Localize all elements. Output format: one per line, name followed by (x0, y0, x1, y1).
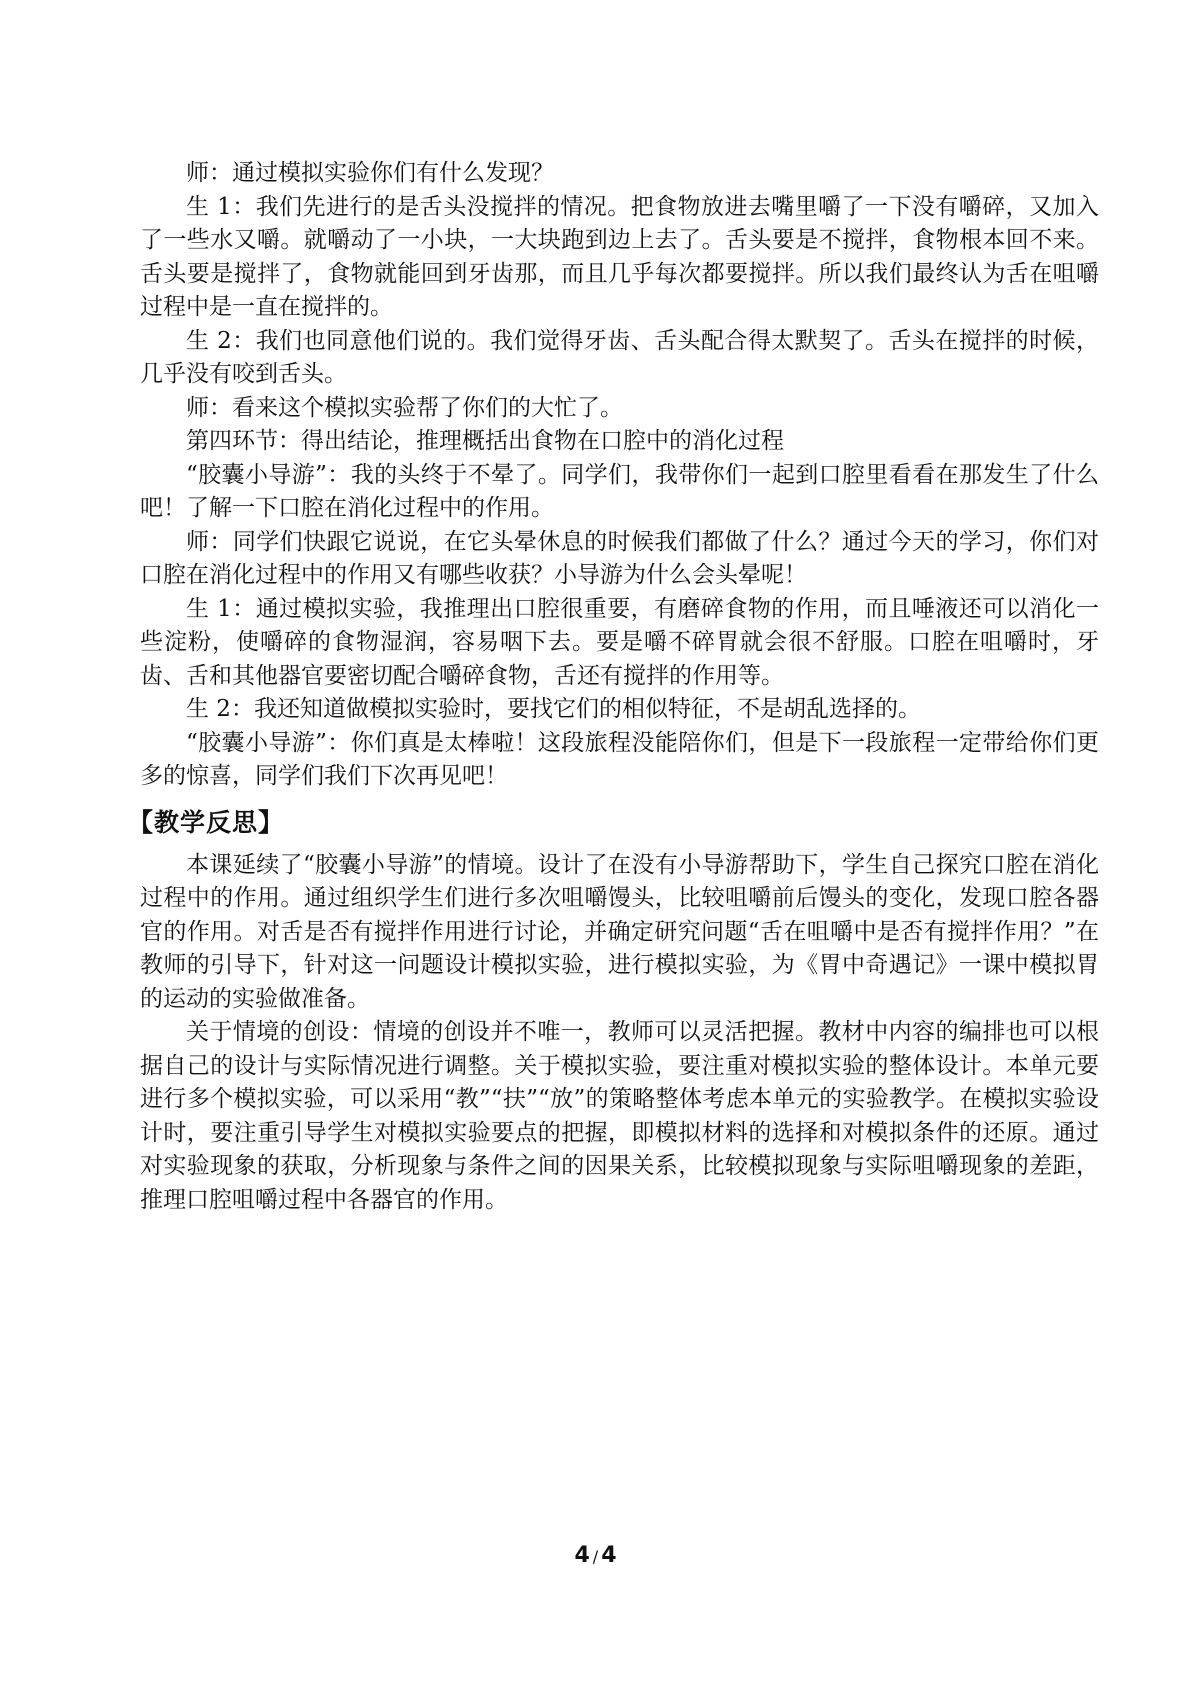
dialogue-student-1-summary: 生 1：通过模拟实验，我推理出口腔很重要，有磨碎食物的作用，而且唾液还可以消化一些淀粉，使嚼碎的食物湿润，容易咽下去。要是嚼不碎胃就会很不舒服。口腔在咀嚼时，牙齿、舌和其他器官要密切配合嚼碎食物，舌还有搅拌的作用等。 (140, 595, 1099, 689)
stage-four-heading: 第四环节：得出结论，推理概括出食物在口腔中的消化过程 (186, 428, 784, 454)
dialogue-teacher-prompt: 师：同学们快跟它说说，在它头晕休息的时候我们都做了什么？通过今天的学习，你们对口腔在消化过程中的作用又有哪些收获？小导游为什么会头晕呢！ (140, 528, 1099, 588)
page-number (0, 1541, 1191, 1572)
current-page-number: 4 (574, 1543, 590, 1568)
reflection-paragraph: 本课延续了“胶囊小导游”的情境。设计了在没有小导游帮助下，学生自己探究口腔在消化过程中的作用。通过组织学生们进行多次咀嚼馒头，比较咀嚼前后馒头的变化，发现口腔各器官的作用。对舌是否有搅拌作用进行讨论，并确定研究问题“舌在咀嚼中是否有搅拌作用？”在教师的引导下，针对这一问题设计模拟实验，进行模拟实验，为《胃中奇遇记》一课中模拟胃的运动的实验做准备。 (140, 851, 1099, 1012)
dialogue-student-2-answer: 生 2：我们也同意他们说的。我们觉得牙齿、舌头配合得太默契了。舌头在搅拌的时候，几乎没有咬到舌头。 (140, 327, 1099, 387)
reflection-section-title: 【教学反思】 (128, 807, 285, 837)
page-content (128, 157, 1099, 1217)
page-separator: / (592, 1547, 599, 1566)
dialogue-capsule-guide-farewell: “胶囊小导游”：你们真是太棒啦！这段旅程没能陪你们，但是下一段旅程一定带给你们更多的惊喜，同学们我们下次再见吧！ (140, 729, 1099, 789)
total-page-number: 4 (601, 1543, 617, 1568)
dialogue-student-2-summary: 生 2：我还知道做模拟实验时，要找它们的相似特征，不是胡乱选择的。 (186, 696, 921, 722)
dialogue-teacher-comment: 师：看来这个模拟实验帮了你们的大忙了。 (186, 394, 623, 421)
dialogue-teacher-question: 师：通过模拟实验你们有什么发现？ (186, 160, 554, 186)
dialogue-student-1-answer: 生 1：我们先进行的是舌头没搅拌的情况。把食物放进去嘴里嚼了一下没有嚼碎，又加入了一些水又嚼。就嚼动了一小块，一大块跑到边上去了。舌头要是不搅拌，食物根本回不来。舌头要是搅拌了，食物就能回到牙齿那，而且几乎每次都要搅拌。所以我们最终认为舌在咀嚼过程中是一直在搅拌的。 (140, 193, 1099, 320)
reflection-paragraph: 关于情境的创设：情境的创设并不唯一，教师可以灵活把握。教材中内容的编排也可以根据自己的设计与实际情况进行调整。关于模拟实验，要注重对模拟实验的整体设计。本单元要进行多个模拟实验，可以采用“教”“扶”“放”的策略整体考虑本单元的实验教学。在模拟实验设计时，要注重引导学生对模拟实验要点的把握，即模拟材料的选择和对模拟条件的还原。通过对实验现象的获取，分析现象与条件之间的因果关系，比较模拟现象与实际咀嚼现象的差距，推理口腔咀嚼过程中各器官的作用。 (140, 1019, 1099, 1213)
dialogue-capsule-guide-intro: “胶囊小导游”：我的头终于不晕了。同学们，我带你们一起到口腔里看看在那发生了什么吧！了解一下口腔在消化过程中的作用。 (140, 461, 1099, 521)
